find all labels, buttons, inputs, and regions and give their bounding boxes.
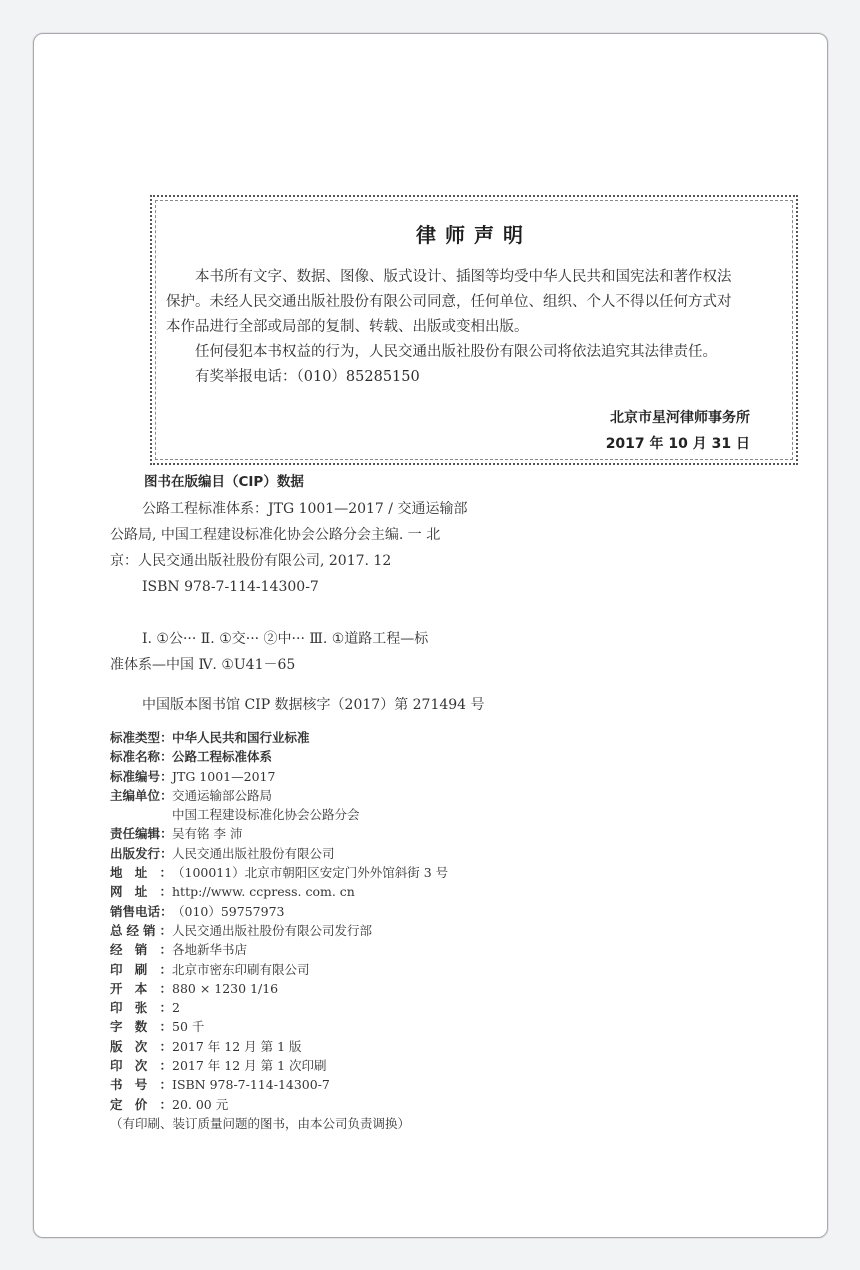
publication-info xyxy=(110,728,670,1133)
info-value: 2017 年 12 月 第 1 版 xyxy=(172,1038,302,1054)
info-label: 字 数 ： xyxy=(110,1019,172,1035)
info-label: 经 销 ： xyxy=(110,942,172,958)
cip-data-block xyxy=(110,496,530,718)
lawyer-statement-title: 律师声明 xyxy=(416,223,532,247)
info-value: 中华人民共和国行业标准 xyxy=(172,730,310,745)
info-row xyxy=(110,767,670,786)
info-label: 责 任 编 辑 ： xyxy=(110,826,173,842)
info-value: 人民交通出版社股份有限公司发行部 xyxy=(172,922,373,938)
info-value: 中国工程建设标准化协会公路分会 xyxy=(172,807,360,823)
info-label: 出 版 发 行 ： xyxy=(110,845,173,861)
cip-isbn: ISBN 978-7-114-14300-7 xyxy=(142,579,319,595)
info-label: 版 次 ： xyxy=(110,1038,172,1054)
statement-line: 保护。未经人民交通出版社股份有限公司同意，任何单位、组织、个人不得以任何方式对 xyxy=(166,294,732,310)
lawyer-statement-box xyxy=(150,195,798,465)
info-value: 880 × 1230 1/16 xyxy=(172,980,279,996)
info-value: 吴有铭 李 沛 xyxy=(172,826,243,842)
info-row xyxy=(110,960,670,979)
info-row xyxy=(110,882,670,901)
info-row xyxy=(110,805,670,824)
quality-footnote: （有印刷、装订质量问题的图书，由本公司负责调换） xyxy=(110,1115,411,1131)
info-label: 开 本 ： xyxy=(110,980,172,996)
info-value: 2017 年 12 月 第 1 次印刷 xyxy=(172,1058,327,1074)
info-label: 标 准 类 型 ： xyxy=(110,730,173,745)
info-label: 总 经 销 ： xyxy=(110,922,172,938)
info-label: 印 次 ： xyxy=(110,1058,172,1074)
cip-line: Ⅰ. ①公··· Ⅱ. ①交··· ②中··· Ⅲ. ①道路工程—标 xyxy=(142,631,429,647)
info-row xyxy=(110,921,670,940)
info-label: 书 号 ： xyxy=(110,1077,172,1093)
info-label: 标 准 编 号 ： xyxy=(110,768,173,784)
info-row xyxy=(110,786,670,805)
info-value: 北京市密东印刷有限公司 xyxy=(172,961,310,977)
info-label xyxy=(110,805,172,824)
statement-line: 任何侵犯本书权益的行为，人民交通出版社股份有限公司将依法追究其法律责任。 xyxy=(195,344,717,360)
info-row xyxy=(110,1017,670,1036)
info-label: 印 刷 ： xyxy=(110,961,172,977)
info-value: JTG 1001—2017 xyxy=(172,768,276,784)
info-value: （010）59757973 xyxy=(172,903,285,919)
info-label: 地 址 ： xyxy=(110,865,172,881)
info-row xyxy=(110,844,670,863)
lawyer-statement-body xyxy=(166,265,782,390)
cip-line: 公路局, 中国工程建设标准化协会公路分会主编. 一 北 xyxy=(110,527,441,543)
info-row xyxy=(110,824,670,843)
info-label: 定 价 ： xyxy=(110,1096,172,1112)
info-row xyxy=(110,998,670,1017)
info-label: 主 编 单 位 ： xyxy=(110,787,173,803)
cip-record-number: 中国版本图书馆 CIP 数据核字（2017）第 271494 号 xyxy=(142,697,485,713)
info-value: （100011）北京市朝阳区安定门外外馆斜街 3 号 xyxy=(172,865,449,881)
statement-date: 2017 年 10 月 31 日 xyxy=(605,436,750,452)
info-row xyxy=(110,979,670,998)
info-value: 2 xyxy=(172,1000,180,1016)
info-label: 印 张 ： xyxy=(110,1000,172,1016)
info-value: 20. 00 元 xyxy=(172,1096,229,1112)
info-row xyxy=(110,1037,670,1056)
cip-line: 准体系—中国 Ⅳ. ①U41－65 xyxy=(110,657,296,673)
law-firm-name: 北京市星河律师事务所 xyxy=(610,410,750,426)
info-label: 标 准 名 称 ： xyxy=(110,749,173,765)
statement-line: 本作品进行全部或局部的复制、转载、出版或变相出版。 xyxy=(166,319,529,335)
info-row xyxy=(110,1056,670,1075)
info-value: 50 千 xyxy=(172,1019,205,1035)
info-label: 网 址 ： xyxy=(110,884,172,900)
info-value: http://www. ccpress. com. cn xyxy=(172,884,355,900)
info-row xyxy=(110,940,670,959)
info-value: ISBN 978-7-114-14300-7 xyxy=(172,1077,330,1093)
info-value: 各地新华书店 xyxy=(172,942,248,958)
info-row xyxy=(110,902,670,921)
info-row xyxy=(110,747,670,766)
cip-line: 公路工程标准体系：JTG 1001—2017 / 交通运输部 xyxy=(142,501,468,517)
info-value: 公路工程标准体系 xyxy=(172,749,273,765)
info-row xyxy=(110,1095,670,1114)
info-row xyxy=(110,863,670,882)
info-value: 交通运输部公路局 xyxy=(172,787,273,803)
report-phone: 有奖举报电话：（010）85285150 xyxy=(195,369,420,385)
cip-heading: 图书在版编目（CIP）数据 xyxy=(144,474,304,490)
info-row xyxy=(110,728,670,747)
info-label: 销 售 电 话 ： xyxy=(110,903,173,919)
info-row xyxy=(110,1075,670,1094)
info-value: 人民交通出版社股份有限公司 xyxy=(172,845,335,861)
statement-line: 本书所有文字、数据、图像、版式设计、插图等均受中华人民共和国宪法和著作权法 xyxy=(195,269,732,285)
cip-line: 京：人民交通出版社股份有限公司, 2017. 12 xyxy=(110,553,392,569)
